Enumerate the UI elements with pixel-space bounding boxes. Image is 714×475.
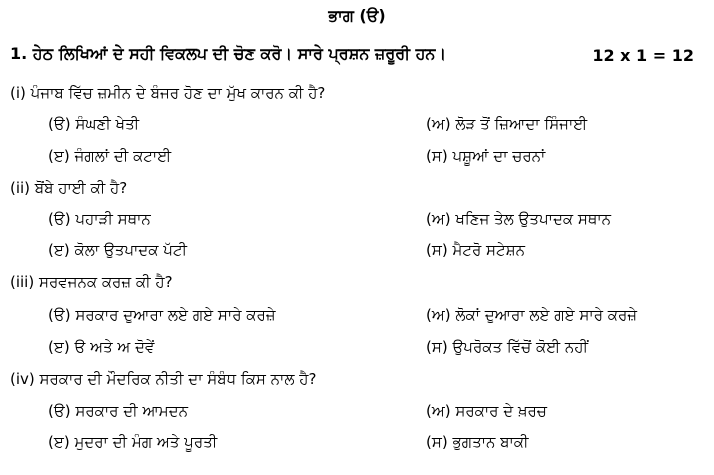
question-3-option-c: (ੲ) ੳ ਅਤੇ ਅ ਦੋਵੇਂ <box>48 338 155 356</box>
question-4-option-b: (ਅ) ਸਰਕਾਰ ਦੇ ਖ਼ਰਚ <box>426 402 547 420</box>
question-3-option-b: (ਅ) ਲੋਕਾਂ ਦੁਆਰਾ ਲਏ ਗਏ ਸਾਰੇ ਕਰਜ਼ੇ <box>426 306 638 324</box>
question-3-text: (iii) ਸਰਵਜਨਕ ਕਰਜ਼ ਕੀ ਹੈ? <box>10 273 173 291</box>
question-1-option-c: (ੲ) ਜੰਗਲਾਂ ਦੀ ਕਟਾਈ <box>48 147 172 165</box>
question-2-option-c: (ੲ) ਕੋਲਾ ਉਤਪਾਦਕ ਪੱਟੀ <box>48 241 188 259</box>
question-4-option-c: (ੲ) ਮੁਦਰਾ ਦੀ ਮੰਗ ਅਤੇ ਪੂਰਤੀ <box>48 433 218 451</box>
question-3-option-d: (ਸ) ਉਪਰੋਕਤ ਵਿੱਚੋਂ ਕੋਈ ਨਹੀਂ <box>426 338 588 356</box>
question-1-option-d: (ਸ) ਪਸ਼ੂਆਂ ਦਾ ਚਰਨਾਂ <box>426 147 546 165</box>
question-3-option-a: (ੳ) ਸਰਕਾਰ ਦੁਆਰਾ ਲਏ ਗਏ ਸਾਰੇ ਕਰਜ਼ੇ <box>48 306 276 324</box>
question-2-option-a: (ੳ) ਪਹਾੜੀ ਸਥਾਨ <box>48 210 151 228</box>
question-4-option-d: (ਸ) ਭੁਗਤਾਨ ਬਾਕੀ <box>426 433 529 451</box>
question-4-text: (iv) ਸਰਕਾਰ ਦੀ ਮੌਦਰਿਕ ਨੀਤੀ ਦਾ ਸੰਬੰਧ ਕਿਸ ਨਾਲ ਹੈ? <box>10 370 317 388</box>
question-2-text: (ii) ਬੋਂਬੇ ਹਾਈ ਕੀ ਹੈ? <box>10 179 128 197</box>
question-1-text: (i) ਪੰਜਾਬ ਵਿੱਚ ਜ਼ਮੀਨ ਦੇ ਬੰਜਰ ਹੋਣ ਦਾ ਮੁੱਖ ਕਾਰਨ ਕੀ ਹੈ? <box>10 84 326 102</box>
question-1-option-b: (ਅ) ਲੋੜ ਤੋਂ ਜ਼ਿਆਦਾ ਸਿੰਜਾਈ <box>426 115 588 133</box>
question-2-option-b: (ਅ) ਖਣਿਜ ਤੇਲ ਉਤਪਾਦਕ ਸਥਾਨ <box>426 210 612 228</box>
marks-allocation: 12 x 1 = 12 <box>592 46 694 65</box>
question-2-option-d: (ਸ) ਮੈਟਰੋ ਸਟੇਸ਼ਨ <box>426 241 525 259</box>
question-1-option-a: (ੳ) ਸੰਘਣੀ ਖੇਤੀ <box>48 115 140 133</box>
question-instruction: 1. ਹੇਠ ਲਿਖਿਆਂ ਦੇ ਸਹੀ ਵਿਕਲਪ ਦੀ ਚੋਣ ਕਰੋ। ਸਾਰੇ ਪ੍ਰਸ਼ਨ ਜ਼ਰੂਰੀ ਹਨ। <box>10 44 447 63</box>
question-4-option-a: (ੳ) ਸਰਕਾਰ ਦੀ ਆਮਦਨ <box>48 402 188 420</box>
section-title: ਭਾਗ (ੳ) <box>328 6 386 25</box>
